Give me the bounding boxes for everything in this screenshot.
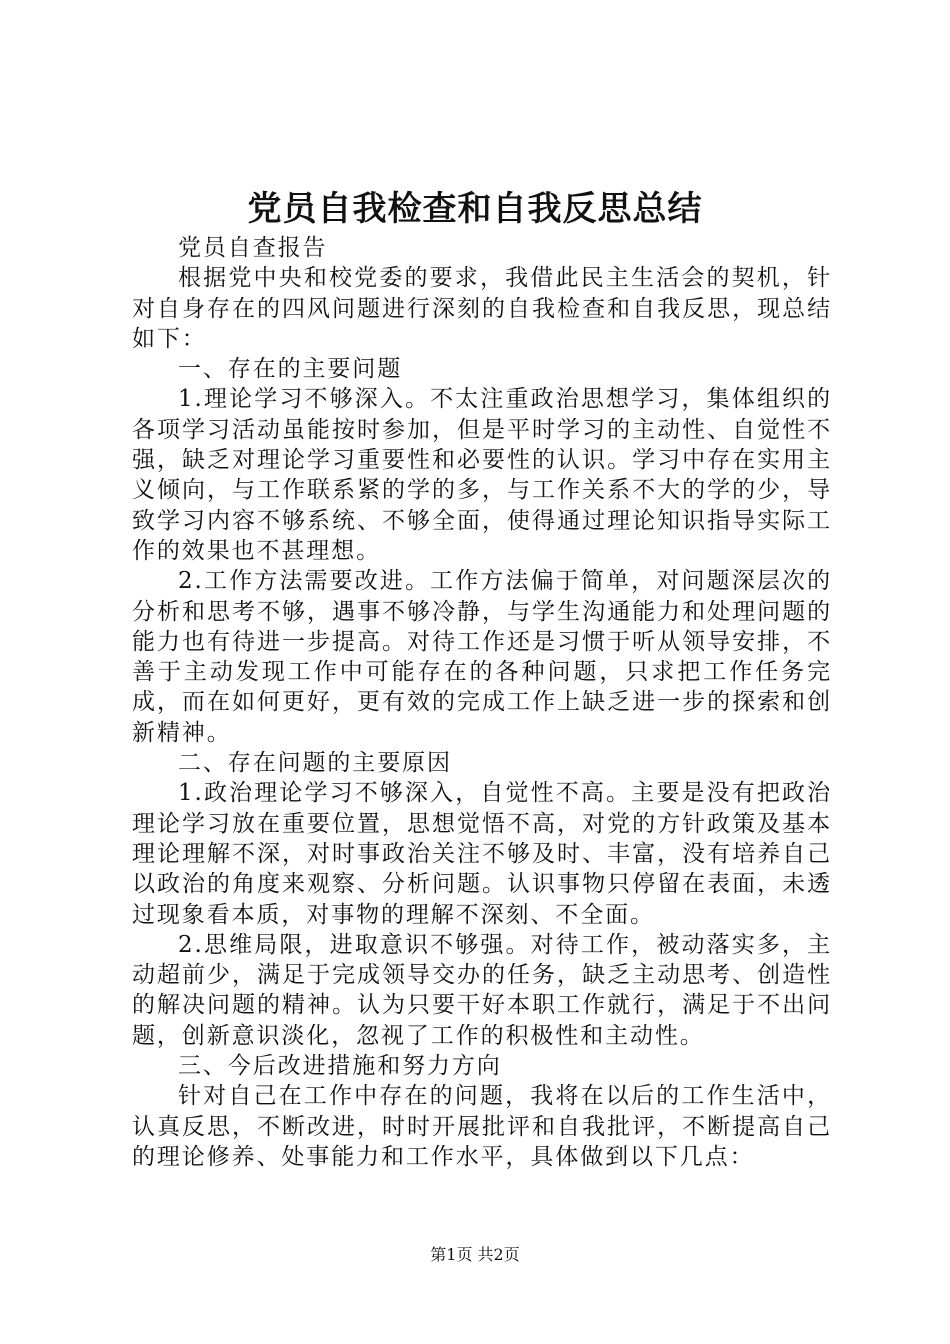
paragraph-cause-2: 2.思维局限，进取意识不够强。对待工作，被动落实多，主动超前少，满足于完成领导交办的任务，缺乏主动思考、创造性的解决问题的精神。认为只要干好本职工作就行，满足于不出问题，创新意识淡化，忽视了工作的积极性和主动性。 <box>132 931 832 1049</box>
paragraph-report-heading: 党员自查报告 <box>178 235 328 261</box>
page-number-footer: 第1页 共2页 <box>430 1245 520 1264</box>
section-heading-causes: 二、存在问题的主要原因 <box>178 750 452 777</box>
paragraph-problem-1: 1.理论学习不够深入。不太注重政治思想学习，集体组织的各项学习活动虽能按时参加，但是平时学习的主动性、自觉性不强，缺乏对理论学习重要性和必要性的认识。学习中存在实用主义倾向，与工作联系紧的学的多，与工作关系不大的学的少，导致学习内容不够系统、不够全面，使得通过理论知识指导实际工作的效果也不甚理想。 <box>132 386 832 564</box>
paragraph-intro: 根据党中央和校党委的要求，我借此民主生活会的契机，针对自身存在的四风问题进行深刻的自我检查和自我反思，现总结如下： <box>132 265 832 352</box>
section-heading-problems: 一、存在的主要问题 <box>178 356 403 383</box>
document-body <box>132 233 832 1172</box>
paragraph-problem-2: 2.工作方法需要改进。工作方法偏于简单，对问题深层次的分析和思考不够，遇事不够冷静，与学生沟通能力和处理问题的能力也有待进一步提高。对待工作还是习惯于听从领导安排，不善于主动发现工作中可能存在的各种问题，只求把工作任务完成，而在如何更好，更有效的完成工作上缺乏进一步的探索和创新精神。 <box>132 568 832 746</box>
paragraph-cause-1: 1.政治理论学习不够深入，自觉性不高。主要是没有把政治理论学习放在重要位置，思想觉悟不高，对党的方针政策及基本理论理解不深，对时事政治关注不够及时、丰富，没有培养自己以政治的角度来观察、分析问题。认识事物只停留在表面，未透过现象看本质，对事物的理解不深刻、不全面。 <box>132 780 832 928</box>
section-heading-improvements: 三、今后改进措施和努力方向 <box>178 1053 502 1080</box>
document-title: 党员自我检查和自我反思总结 <box>247 189 703 229</box>
paragraph-improvements-intro: 针对自己在工作中存在的问题，我将在以后的工作生活中，认真反思，不断改进，时时开展批评和自我批评，不断提高自己的理论修养、处事能力和工作水平，具体做到以下几点： <box>132 1083 832 1170</box>
